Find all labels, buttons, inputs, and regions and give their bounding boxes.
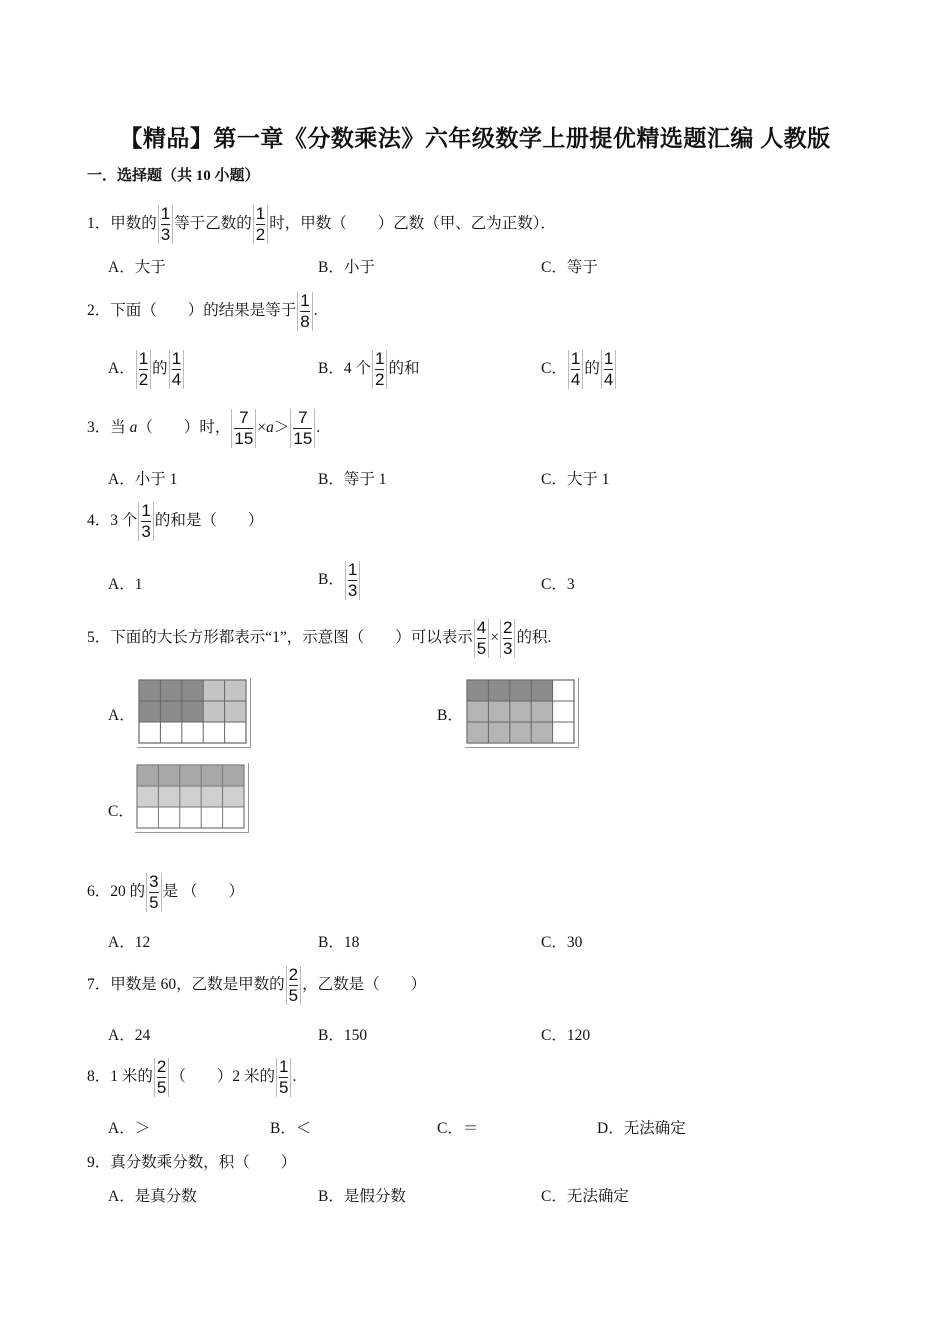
option-a[interactable]: A．小于 1 [108,471,178,488]
diagram-c-grid[interactable] [135,763,249,833]
option-c[interactable]: C．30 [541,934,583,951]
option-b[interactable]: B．150 [318,1027,368,1044]
question-6: 6．20 的 $\frac{3}{5}$ 是 （ ） [87,872,245,912]
fraction: $\frac{4}{5}$ [474,619,489,658]
question-text: 时，甲数（ ）乙数（甲、乙为正数）． [269,215,556,233]
option-c[interactable]: C．大于 1 [541,471,610,488]
fraction: $\frac{1}{3}$ [158,205,173,244]
fraction: $\frac{7}{15}$ [231,409,256,448]
option-b[interactable]: B．是假分数 [318,1188,406,1205]
option-d[interactable]: D．无法确定 [597,1120,686,1137]
fraction: $\frac{2}{5}$ [154,1058,169,1097]
question-4: 4．3 个 $\frac{1}{3}$ 的和是（ ） [87,501,264,541]
page-title: 【精品】第一章《分数乘法》六年级数学上册提优精选题汇编 人教版 [119,126,831,151]
fraction: $\frac{1}{4}$ [568,350,583,389]
option-c[interactable]: C．无法确定 [541,1188,629,1205]
option-c[interactable]: C．等于 [541,259,598,276]
option-a[interactable]: A．24 [108,1027,151,1044]
option-b[interactable]: B．18 [318,934,360,951]
option-b[interactable]: B．4 个 $\frac{1}{2}$ 的和 [318,349,420,389]
fraction: $\frac{2}{3}$ [500,619,515,658]
question-2: 2．下面（ ）的结果是等于 $\frac{1}{8}$ . [87,291,318,331]
option-a[interactable]: A．1 [108,576,143,593]
option-a[interactable]: A． [108,707,135,724]
question-3: 3．当 a（ ）时， $\frac{7}{15}$ ×a＞ $\frac{7}{15}$ . [87,408,321,448]
fraction: $\frac{1}{3}$ [345,561,360,600]
fraction: $\frac{1}{2}$ [372,350,387,389]
question-7: 7．甲数是 60，乙数是甲数的 $\frac{2}{5}$ ，乙数是（ ） [87,965,427,1005]
question-8: 8．1 米的 $\frac{2}{5}$ （ ）2 米的 $\frac{1}{5}$ . [87,1057,297,1097]
fraction: $\frac{1}{4}$ [169,350,184,389]
option-b[interactable]: B．＜ [270,1120,312,1137]
fraction: $\frac{1}{4}$ [601,350,616,389]
option-c[interactable]: C．＝ [437,1120,479,1137]
fraction: $\frac{1}{2}$ [136,350,151,389]
question-1 [87,205,556,244]
question-text: 下面（ ）的结果是等于 [110,302,297,320]
question-text: 等于乙数的 [174,215,252,233]
option-a[interactable]: A．12 [108,934,151,951]
option-a[interactable]: A．＞ [108,1120,151,1137]
option-b[interactable]: B． [437,707,463,724]
fraction: $\frac{3}{5}$ [146,873,161,912]
fraction: $\frac{1}{5}$ [276,1058,291,1097]
option-b[interactable]: B． $\frac{1}{3}$ [318,561,361,600]
question-number: 1． [87,215,111,233]
diagram-a-grid[interactable] [137,678,251,748]
question-number: 2． [87,302,111,320]
fraction: $\frac{1}{2}$ [253,205,268,244]
question-5: 5．下面的大长方形都表示“1”，示意图（ ）可以表示 $\frac{4}{5}$ × $\frac{2}{3}$ 的积. [87,618,552,658]
option-c[interactable]: C．3 [541,576,575,593]
option-a[interactable]: A．大于 [108,259,166,276]
diagram-b-grid[interactable] [465,678,579,748]
question-9: 9．真分数乘分数，积（ ） [87,1154,297,1171]
option-c[interactable]: C．120 [541,1027,591,1044]
option-a[interactable]: A． $\frac{1}{2}$ 的 $\frac{1}{4}$ [108,350,185,389]
option-a[interactable]: A．是真分数 [108,1188,197,1205]
fraction: $\frac{7}{15}$ [290,409,315,448]
fraction: $\frac{1}{3}$ [138,502,153,541]
question-text: 甲数的 [110,215,157,233]
option-b[interactable]: B．等于 1 [318,471,387,488]
fraction: $\frac{1}{8}$ [297,292,312,331]
option-c[interactable]: C． [108,803,134,820]
option-c[interactable]: C． $\frac{1}{4}$ 的 $\frac{1}{4}$ [541,350,617,389]
option-b[interactable]: B．小于 [318,259,375,276]
section-heading: 一．选择题（共 10 小题） [87,168,260,184]
fraction: $\frac{2}{5}$ [286,966,301,1005]
